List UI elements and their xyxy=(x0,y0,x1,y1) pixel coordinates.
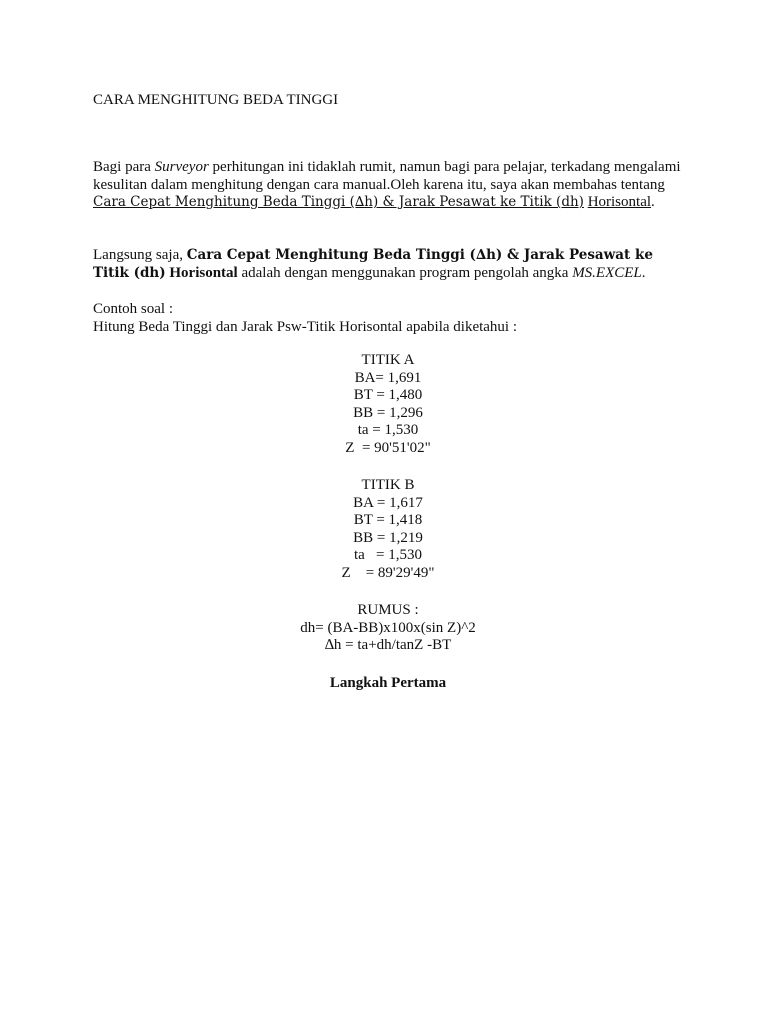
titik-a-ba: BA= 1,691 xyxy=(354,369,422,386)
titik-a-bt: BT = 1,480 xyxy=(353,387,423,403)
rumus-heading: RUMUS : xyxy=(357,602,419,618)
step-heading xyxy=(93,675,683,693)
rumus-block xyxy=(93,602,683,655)
intro-surveyor: Surveyor xyxy=(154,159,209,175)
titik-a-heading: TITIK A xyxy=(361,352,415,368)
method-text-2: adalah dengan menggunakan program pengolah angka xyxy=(237,264,573,281)
intro-paragraph xyxy=(93,159,683,212)
titik-a-ta: ta = 1,530 xyxy=(357,422,419,438)
titik-a-bb: BB = 1,296 xyxy=(353,404,423,421)
method-bold-horisontal: Horisontal xyxy=(169,264,238,281)
method-bold-title: Cara Cepat Menghitung Beda Tinggi (∆h) & Jarak Pesawat ke Titik (dh) xyxy=(93,247,653,281)
rumus-delta-h-formula: ∆h = ta+dh/tanZ -BT xyxy=(324,637,452,653)
intro-text-end: . xyxy=(651,194,655,210)
titik-a-block xyxy=(93,352,683,457)
intro-text-2: perhitungan ini tidaklah rumit, namun bagi para pelajar, terkadang mengalami kesulitan dalam menghitung dengan cara manual.Oleh karena itu, saya akan membahas tentang xyxy=(93,159,681,193)
method-text-1: Langsung saja, xyxy=(93,247,187,263)
method-text-end: . xyxy=(641,264,646,281)
step-heading-text: Langkah Pertama xyxy=(329,675,447,691)
titik-b-ta: ta = 1,530 xyxy=(353,547,423,563)
titik-a-z: Z = 90'51'02" xyxy=(345,439,431,456)
example-section xyxy=(93,301,683,336)
intro-link-title[interactable]: Cara Cepat Menghitung Beda Tinggi (∆h) & Jarak Pesawat ke Titik (dh) xyxy=(93,194,584,210)
titik-b-heading: TITIK B xyxy=(361,477,415,493)
rumus-dh-formula: dh= (BA-BB)x100x(sin Z)^2 xyxy=(300,619,476,636)
titik-b-z: Z = 89'29'49" xyxy=(341,564,435,581)
method-excel: MS.EXCEL xyxy=(572,264,642,281)
intro-text-1: Bagi para xyxy=(93,159,155,175)
titik-b-bt: BT = 1,418 xyxy=(353,512,423,528)
titik-b-ba: BA = 1,617 xyxy=(353,494,423,511)
example-question: Hitung Beda Tinggi dan Jarak Psw-Titik Horisontal apabila diketahui : xyxy=(93,318,518,335)
intro-link-horisontal[interactable]: Horisontal xyxy=(587,194,652,210)
document-title: CARA MENGHITUNG BEDA TINGGI xyxy=(93,92,339,108)
titik-b-bb: BB = 1,219 xyxy=(353,529,423,546)
method-paragraph xyxy=(93,247,683,282)
example-label: Contoh soal : xyxy=(93,301,174,317)
titik-b-block xyxy=(93,477,683,582)
